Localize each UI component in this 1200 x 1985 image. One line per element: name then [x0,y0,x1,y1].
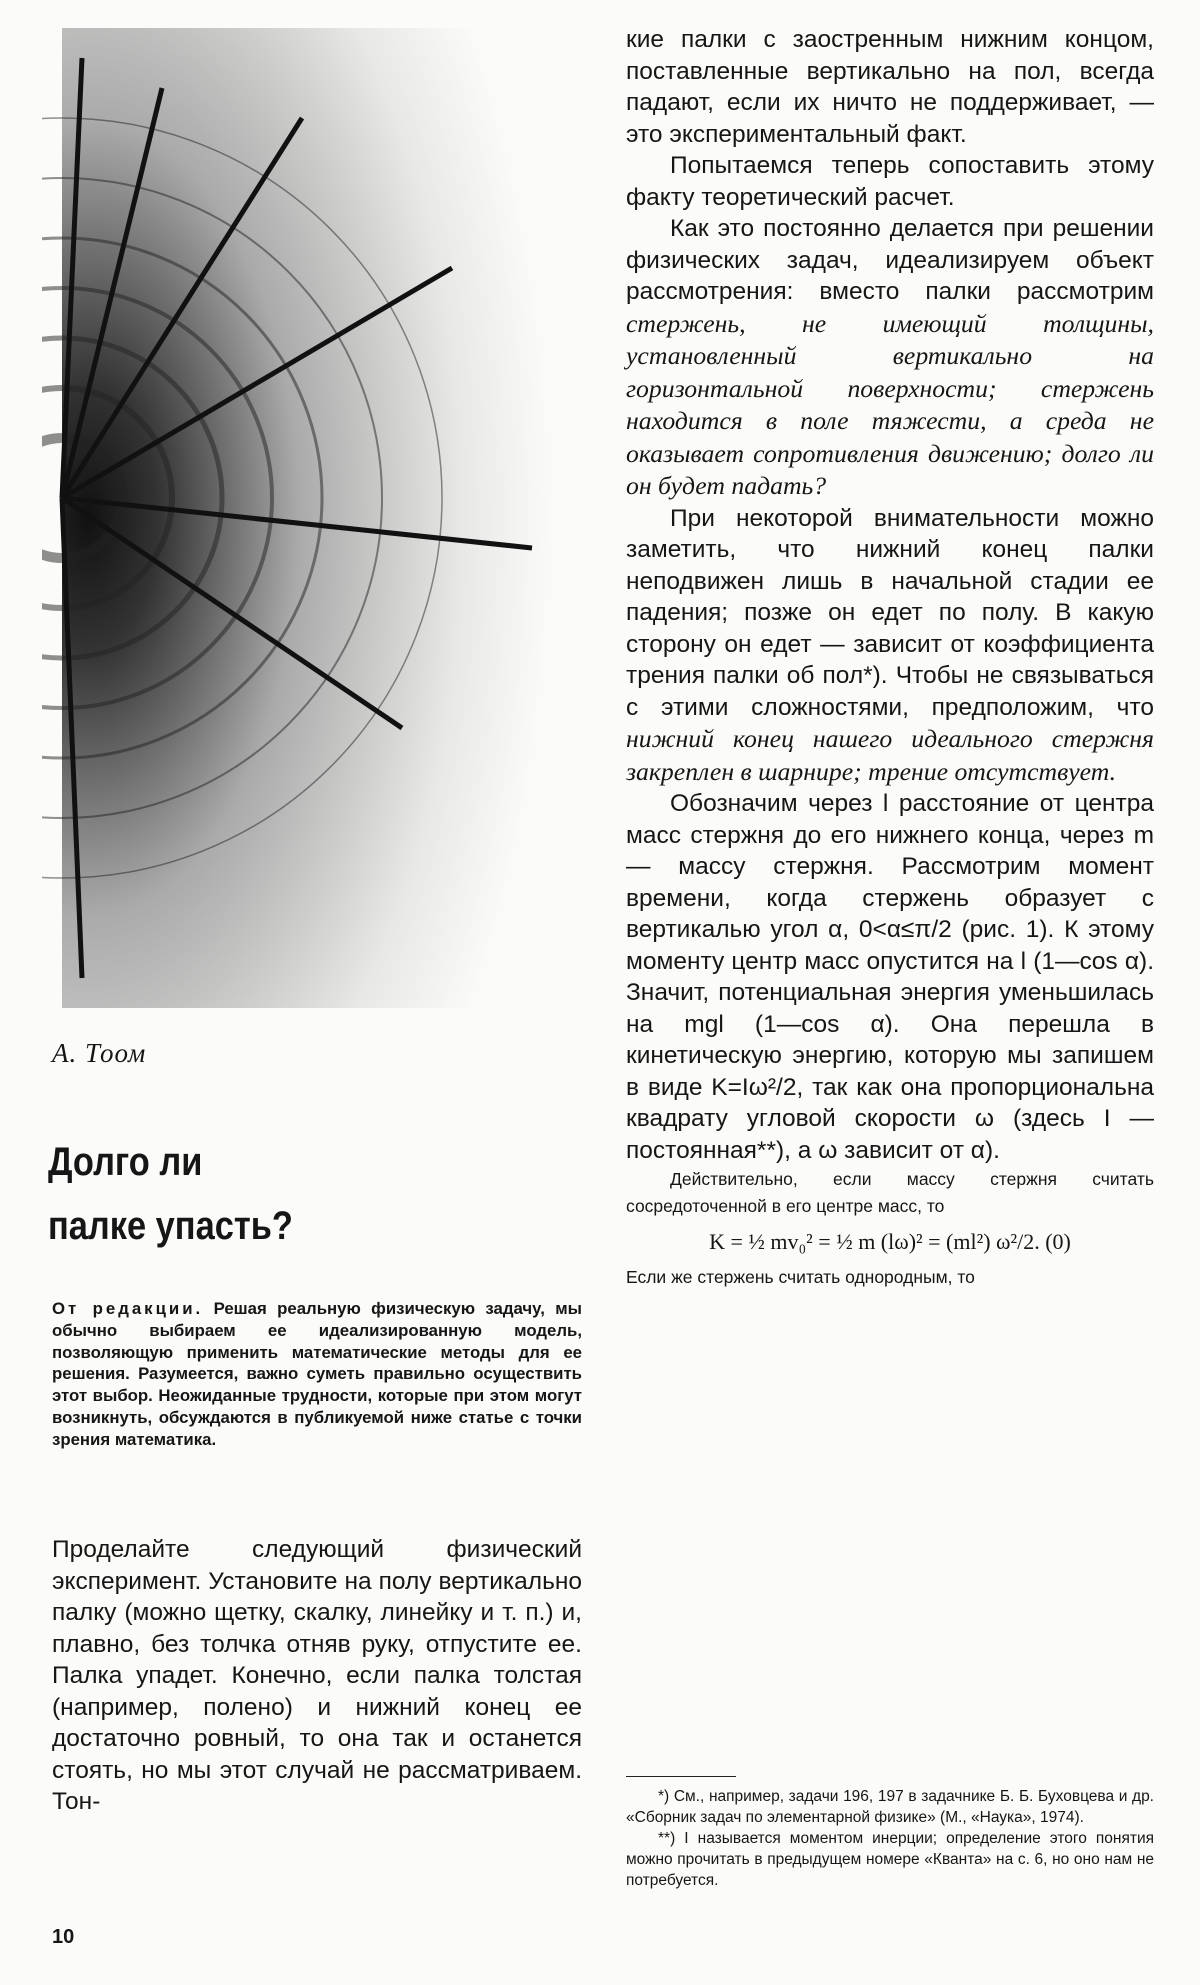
footnote-rule [626,1776,736,1777]
paragraph-5: Обозначим через l расстояние от центра масс стержня до его нижнего конца, через m — массу стержня. Рассмотрим момент времени, когда стержень образует с вертикалью угол α, 0<α≤π/2 (рис. 1). К этому моменту центр масс опустится на l (1—cos α). Значит, потенциальная энергия уменьшилась на mgl (1—cos α). Она перешла в кинетическую энергию, которую мы запишем в виде K=Iω²/2, так как она пропорциональна квадрату угловой скорости ω (здесь I — постоянная**), а ω зависит от α). [626,790,1154,1164]
title-line-1: Долго ли [48,1140,203,1184]
paragraph-4-text: При некоторой внимательности можно заметить, что нижний конец палки неподвижен лишь в начальной стадии ее падения; позже он едет по полу. В какую сторону он едет — зависит от коэффициента трения палки об пол*). Чтобы не связываться с этими сложностями, предположим, что [626,504,1154,721]
editorial-lead: От редакции. [52,1299,204,1318]
paragraph-3-italic: стержень, не имеющий толщины, установленный вертикально на горизонтальной поверхности; стержень находится в поле тяжести, а среда не оказывает сопротивления движению; долго ли он будет падать? [626,308,1154,500]
paragraph-1: кие палки с заостренным нижним концом, поставленные вертикально на пол, всегда падают, если их ничто не поддерживает, — это экспериментальный факт. [626,26,1154,148]
editorial-note [52,1298,582,1451]
formula-0: K = ½ mv₀² = ½ m (lω)² = (ml²) ω²/2. (0) [709,1229,1071,1254]
article-title [48,1130,495,1258]
column-left [52,1534,582,1818]
paragraph-2: Попытаемся теперь сопоставить этому факту теоретический расчет. [626,152,1154,211]
footnotes [626,1786,1154,1891]
paragraph-3 [626,213,1154,503]
column-right [626,24,1154,1291]
small-paragraph-1: Действительно, если массу стержня считать сосредоточенной в его центре масс, то [626,1169,1154,1216]
paragraph-4-italic: нижний конец нашего идеального стержня закреплен в шарнире; трение отсутствует. [626,724,1154,786]
footnote-2: **) I называется моментом инерции; определение этого понятия можно прочитать в предыдущем номере «Кванта» на с. 6, но оно нам не потребуется. [626,1830,1154,1889]
editorial-text: Решая реальную физическую задачу, мы обычно выбираем ее идеализированную модель, позволяющую применить математические методы для ее решения. Разумеется, важно суметь правильно осуществить этот выбор. Неожиданные трудности, которые при этом могут возникнуть, обсуждаются в публикуемой ниже статье с точки зрения математика. [52,1299,583,1449]
paragraph-4 [626,503,1154,789]
author-name: А. Тоом [52,1038,147,1068]
page-number: 10 [52,1926,75,1948]
small-paragraph-2: Если же стержень считать однородным, то [626,1266,975,1287]
intro-paragraph: Проделайте следующий физический эксперимент. Установите на полу вертикально палку (можно щетку, скалку, линейку и т. п.) и, плавно, без толчка отняв руку, отпустите ее. Палка упадет. Конечно, если палка толстая (например, полено) и нижний конец ее достаточно ровный, то она так и останется стоять, но мы этот случай не рассматриваем. Тон- [52,1536,582,1815]
paragraph-3-text: Как это постоянно делается при решении физических задач, идеализируем объект рассмотрения: вместо палки рассмотрим [626,215,1154,305]
stroboscopic-falling-stick-photo [42,28,582,1008]
footnote-1: *) См., например, задачи 196, 197 в задачнике Б. Б. Буховцева и др. «Сборник задач по элементарной физике» (М., «Наука», 1974). [626,1788,1154,1826]
title-line-2: палке упасть? [48,1204,293,1248]
